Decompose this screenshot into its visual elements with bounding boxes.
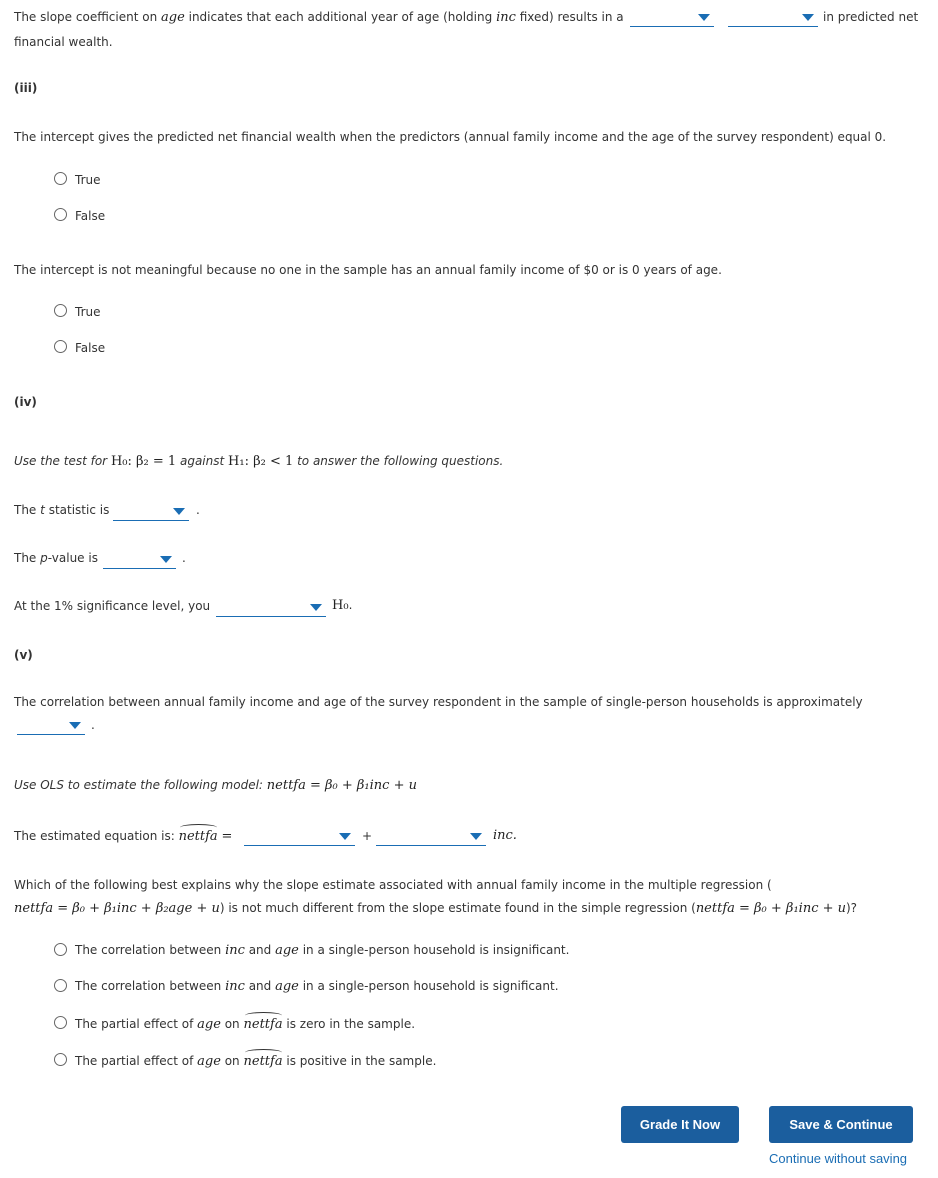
correlation-period: . <box>91 718 95 732</box>
statement2-false-label: False <box>75 341 106 355</box>
inc-variable: inc. <box>493 828 517 843</box>
intercept-statement-2: The intercept is not meaningful because no one in the sample has an annual family income of $0 or is 0 years of age. <box>14 263 722 277</box>
chevron-down-icon <box>173 508 185 515</box>
p-value-label: The p-value is <box>14 551 98 565</box>
t-statistic-label: The t statistic is <box>14 503 110 517</box>
chevron-down-icon <box>69 722 81 729</box>
option-4-radio[interactable] <box>54 1053 67 1066</box>
chevron-down-icon <box>339 833 351 840</box>
question-line-1: Which of the following best explains why the slope estimate associated with annual family income in the multiple regression ( <box>14 878 772 892</box>
option-1-radio[interactable] <box>54 943 67 956</box>
intercept-estimate-dropdown[interactable] <box>244 827 355 846</box>
chevron-down-icon <box>802 14 814 21</box>
option-3-label: The partial effect of age on nettfa is zero in the sample. <box>75 1017 416 1032</box>
statement1-false-label: False <box>75 209 106 223</box>
chevron-down-icon <box>698 14 710 21</box>
intercept-statement-1: The intercept gives the predicted net financial wealth when the predictors (annual family income and the age of the survey respondent) equal 0. <box>14 130 887 144</box>
option-4-label: The partial effect of age on nettfa is positive in the sample. <box>75 1054 437 1069</box>
option-1-label: The correlation between inc and age in a single-person household is insignificant. <box>75 943 570 958</box>
slope-age-sentence-line2: financial wealth. <box>14 35 113 49</box>
chevron-down-icon <box>470 833 482 840</box>
option-2-radio[interactable] <box>54 979 67 992</box>
statement1-false-radio[interactable] <box>54 208 67 221</box>
p-value-period: . <box>182 551 186 565</box>
continue-without-saving-link[interactable]: Continue without saving <box>769 1151 908 1166</box>
p-value-dropdown[interactable] <box>103 550 176 569</box>
correlation-statement: The correlation between annual family income and age of the survey respondent in the sample of single-person households is approximately <box>14 695 863 709</box>
t-statistic-period: . <box>196 503 200 517</box>
question-line-2: nettfa = β₀ + β₁inc + β₂age + u) is not much different from the slope estimate found in the simple regression (nettfa = β₀ + β₁inc + u)? <box>14 901 858 916</box>
ols-instruction: Use OLS to estimate the following model: nettfa = β₀ + β₁inc + u <box>14 778 417 793</box>
statement2-true-label: True <box>75 305 101 319</box>
option-2-label: The correlation between inc and age in a single-person household is significant. <box>75 979 559 994</box>
significance-label: At the 1% significance level, you <box>14 599 211 613</box>
statement2-true-radio[interactable] <box>54 304 67 317</box>
correlation-dropdown[interactable] <box>17 716 85 735</box>
h0-reference: H₀. <box>332 598 353 613</box>
nettfa-hat: nettfa <box>178 829 218 844</box>
hypothesis-test-intro: Use the test for H₀: β₂ = 1 against H₁: β₂ < 1 to answer the following questions. <box>14 454 504 469</box>
statement1-true-label: True <box>75 173 101 187</box>
estimated-equation: The estimated equation is: nettfa = <box>14 829 233 844</box>
option-3-radio[interactable] <box>54 1016 67 1029</box>
statement2-false-radio[interactable] <box>54 340 67 353</box>
grade-it-now-button[interactable]: Grade It Now <box>621 1106 739 1143</box>
part-v-label: (v) <box>14 648 33 662</box>
part-iv-label: (iv) <box>14 395 37 409</box>
statement1-true-radio[interactable] <box>54 172 67 185</box>
part-iii-label: (iii) <box>14 81 38 95</box>
save-and-continue-button[interactable]: Save & Continue <box>769 1106 913 1143</box>
slope-age-sentence-end: in predicted net <box>823 10 919 24</box>
magnitude-dropdown[interactable] <box>630 8 714 27</box>
direction-dropdown[interactable] <box>728 8 818 27</box>
chevron-down-icon <box>310 604 322 611</box>
slope-age-sentence: The slope coefficient on age indicates that each additional year of age (holding inc fixed) results in a <box>14 10 624 25</box>
chevron-down-icon <box>160 556 172 563</box>
plus-sign: + <box>362 829 373 843</box>
slope-estimate-dropdown[interactable] <box>376 827 486 846</box>
t-statistic-dropdown[interactable] <box>113 502 189 521</box>
decision-dropdown[interactable] <box>216 598 326 617</box>
